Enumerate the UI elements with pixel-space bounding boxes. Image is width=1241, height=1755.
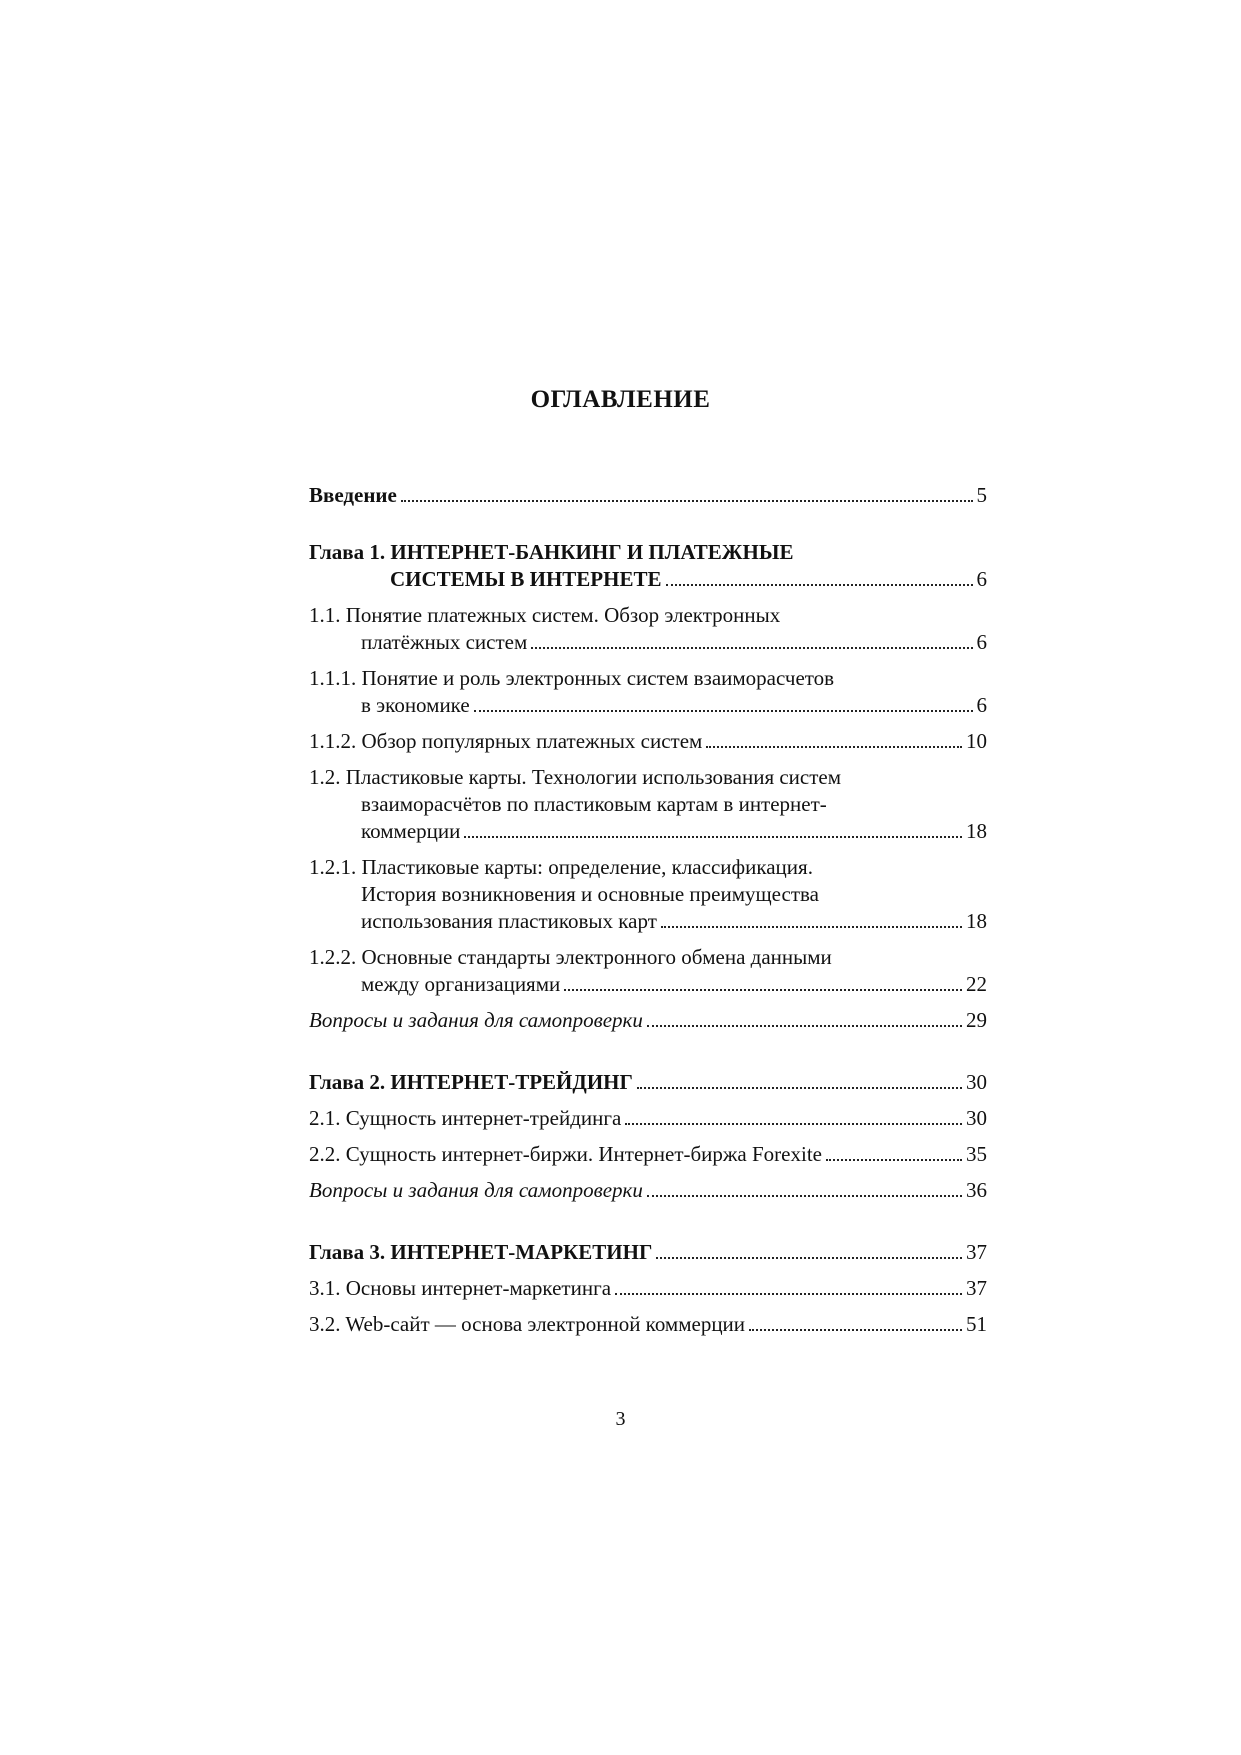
toc-entry-title: Глава 1. ИНТЕРНЕТ-БАНКИНГ И ПЛАТЕЖНЫЕ (309, 540, 794, 564)
toc-entry-chapter-3[interactable] (309, 1239, 987, 1266)
toc-entry-title: Глава 3. ИНТЕРНЕТ-МАРКЕТИНГ (309, 1240, 653, 1264)
toc-entry-title: 1.1. Понятие платежных систем. Обзор электронных (309, 603, 781, 627)
dot-leader (661, 926, 962, 928)
toc-entry-title: Глава 2. ИНТЕРНЕТ-ТРЕЙДИНГ (309, 1070, 633, 1094)
toc-page-number: 18 (966, 819, 987, 843)
toc-page-number: 10 (966, 729, 987, 753)
toc-page-number: 18 (966, 909, 987, 933)
dot-leader (666, 584, 973, 586)
dot-leader (564, 989, 962, 991)
page-number: 3 (615, 1408, 626, 1430)
dot-leader (615, 1293, 962, 1295)
dot-leader (474, 710, 973, 712)
dot-leader (531, 647, 972, 649)
toc-entry-3-2[interactable] (309, 1311, 987, 1338)
toc-page-number: 36 (966, 1178, 987, 1202)
toc-page-number: 30 (966, 1106, 987, 1130)
toc-entry-title-cont: История возникновения и основные преимущества (361, 882, 819, 906)
dot-leader (647, 1025, 962, 1027)
toc-entry-3-1[interactable] (309, 1275, 987, 1302)
toc-entry-title: 1.1.2. Обзор популярных платежных систем (309, 729, 703, 753)
toc-page-number: 5 (976, 483, 987, 507)
dot-leader (826, 1159, 962, 1161)
toc-entry-1-1[interactable] (309, 602, 987, 656)
toc-entry-questions-2[interactable] (309, 1177, 987, 1204)
toc-page-number: 6 (976, 567, 987, 591)
dot-leader (401, 500, 973, 502)
toc-entry-title: 3.2. Web-сайт — основа электронной коммерции (309, 1312, 746, 1336)
toc-entry-1-2-2[interactable] (309, 944, 987, 998)
toc-page-number: 37 (966, 1276, 987, 1300)
toc-entry-title-cont: в экономике (361, 693, 470, 717)
toc-entry-title: Вопросы и задания для самопроверки (309, 1008, 643, 1032)
toc-entry-title: 1.2.1. Пластиковые карты: определение, классификация. (309, 855, 813, 879)
toc-page-number: 29 (966, 1008, 987, 1032)
dot-leader (656, 1257, 962, 1259)
toc-entry-2-2[interactable] (309, 1141, 987, 1168)
toc-page-number: 30 (966, 1070, 987, 1094)
page-title: ОГЛАВЛЕНИЕ (530, 386, 711, 413)
dot-leader (637, 1087, 962, 1089)
toc-entry-1-1-2[interactable] (309, 728, 987, 755)
toc-entry-title: Введение (309, 483, 397, 507)
toc-page-number: 6 (976, 693, 987, 717)
dot-leader (749, 1329, 962, 1331)
toc-entry-chapter-2[interactable] (309, 1069, 987, 1096)
toc-entry-title: 1.2.2. Основные стандарты электронного обмена данными (309, 945, 832, 969)
toc-entry-title-cont: СИСТЕМЫ В ИНТЕРНЕТЕ (390, 567, 662, 591)
toc-entry-title: 1.1.1. Понятие и роль электронных систем взаиморасчетов (309, 666, 835, 690)
toc-entry-title-cont: коммерции (361, 819, 461, 843)
toc-entry-title: 3.1. Основы интернет-маркетинга (309, 1276, 612, 1300)
toc-page-number: 37 (966, 1240, 987, 1264)
toc-page-number: 51 (966, 1312, 987, 1336)
toc-entry-1-2-1[interactable] (309, 854, 987, 935)
toc-entry-title: Вопросы и задания для самопроверки (309, 1178, 643, 1202)
toc-entry-title-cont: платёжных систем (361, 630, 528, 654)
toc-page-number: 35 (966, 1142, 987, 1166)
toc-entry-title-cont: взаиморасчётов по пластиковым картам в интернет- (361, 792, 827, 816)
toc-entry-title-cont: между организациями (361, 972, 561, 996)
toc-entry-intro[interactable] (309, 482, 987, 509)
dot-leader (625, 1123, 962, 1125)
toc-page-number: 6 (976, 630, 987, 654)
toc-entry-title: 1.2. Пластиковые карты. Технологии использования систем (309, 765, 842, 789)
dot-leader (647, 1195, 962, 1197)
toc-entry-title-cont: использования пластиковых карт (361, 909, 657, 933)
table-of-contents (309, 482, 987, 1347)
toc-entry-questions-1[interactable] (309, 1007, 987, 1034)
toc-entry-1-1-1[interactable] (309, 665, 987, 719)
toc-entry-title: 2.2. Сущность интернет-биржи. Интернет-биржа Forexite (309, 1142, 822, 1166)
toc-entry-chapter-1[interactable] (309, 539, 987, 593)
toc-page-number: 22 (966, 972, 987, 996)
toc-entry-2-1[interactable] (309, 1105, 987, 1132)
dot-leader (464, 836, 962, 838)
toc-entry-1-2[interactable] (309, 764, 987, 845)
toc-entry-title: 2.1. Сущность интернет-трейдинга (309, 1106, 622, 1130)
dot-leader (706, 746, 962, 748)
